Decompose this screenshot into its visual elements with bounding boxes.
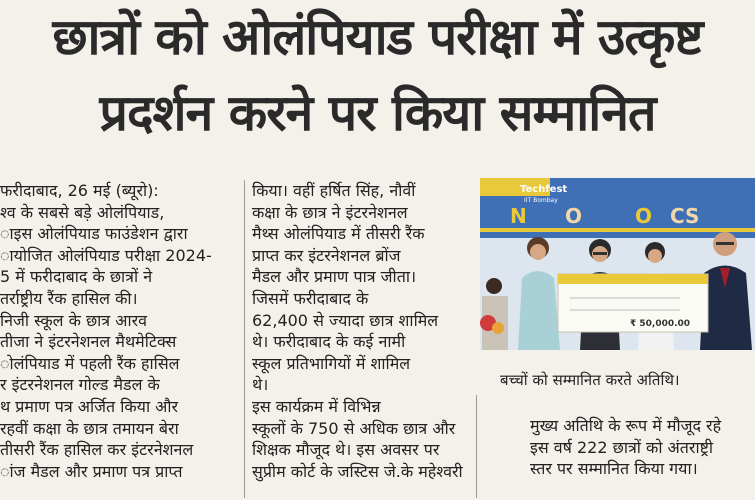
article-line: शिक्षक मौजूद थे। इस अवसर पर xyxy=(252,440,440,460)
cheque-amount: ₹ 50,000.00 xyxy=(630,319,691,329)
article-line: निजी स्कूल के छात्र आरव xyxy=(0,310,148,330)
article-line: तीसरी रैंक हासिल कर इंटरनेशनल xyxy=(0,440,194,460)
article-column-2 xyxy=(252,180,472,482)
banner-letter: N xyxy=(510,204,527,228)
article-line: स्कूल प्रतिभागियों में शामिल xyxy=(252,353,411,373)
column-divider xyxy=(476,395,477,498)
article-line: सुप्रीम कोर्ट के जस्टिस जे.के महेश्वरी xyxy=(252,461,463,481)
article-column-3 xyxy=(530,415,755,480)
article-line: फरीदाबाद, 26 मई (ब्यूरो): xyxy=(0,181,159,200)
article-line: कक्षा के छात्र ने इंटरनेशनल xyxy=(252,202,408,222)
article-column-1 xyxy=(0,180,238,482)
article-line: ोलंपियाड में पहली रैंक हासिल xyxy=(0,353,180,373)
article-line: रहवीं कक्षा के छात्र तमायन बेरा xyxy=(0,418,179,438)
banner-letter: CS xyxy=(670,204,700,228)
article-line: प्राप्त कर इंटरनेशनल ब्रोंज xyxy=(252,245,401,265)
article-line: स्कूलों के 750 से अधिक छात्र और xyxy=(252,418,456,438)
banner-letter: O xyxy=(565,204,583,228)
banner-logo-sub: IIT Bombay xyxy=(524,197,558,204)
article-line: श्व के सबसे बड़े ओलंपियाड, xyxy=(0,202,165,222)
article-line: थे। xyxy=(252,375,269,395)
article-line: मुख्य अतिथि के रूप में मौजूद रहे xyxy=(530,416,722,435)
article-line: थे। फरीदाबाद के कई नामी xyxy=(252,332,406,352)
article-line: ांज मैडल और प्रमाण पत्र प्राप्त xyxy=(0,461,183,481)
banner-letter: O xyxy=(635,204,653,228)
article-line: जिसमें फरीदाबाद के xyxy=(252,288,369,308)
award-ceremony-photo xyxy=(480,178,755,350)
article-line: 5 में फरीदाबाद के छात्रों ने xyxy=(0,267,153,287)
headline-line-1: छात्रों को ओलंपियाड परीक्षा में उत्कृष्ट xyxy=(52,8,703,66)
article-line: तर्राष्ट्रीय रैंक हासिल की। xyxy=(0,288,138,308)
article-line: थ प्रमाण पत्र अर्जित किया और xyxy=(0,396,179,416)
article-line: इस कार्यक्रम में विभिन्न xyxy=(252,396,381,416)
article-line: तीजा ने इंटरनेशनल मैथमेटिक्स xyxy=(0,332,177,352)
photo-caption: बच्चों को सम्मानित करते अतिथि। xyxy=(500,371,680,389)
article-line: र इंटरनेशनल गोल्ड मैडल के xyxy=(0,375,160,395)
article-line: किया। वहीं हर्षित सिंह, नौवीं xyxy=(252,181,416,200)
article-line: मैडल और प्रमाण पात्र जीता। xyxy=(252,267,417,287)
article-line: ाइस ओलंपियाड फाउंडेशन द्वारा xyxy=(0,224,188,244)
article-line: 62,400 से ज्यादा छात्र शामिल xyxy=(252,310,439,330)
article-line: इस वर्ष 222 छात्रों को अंतराष्ट्री xyxy=(530,437,714,457)
article-line: स्तर पर सम्मानित किया गया। xyxy=(530,459,698,479)
headline-line-2: प्रदर्शन करने पर किया सम्मानित xyxy=(99,84,656,142)
article-line: ायोजित ओलंपियाड परीक्षा 2024- xyxy=(0,245,212,265)
article-line: मैथ्स ओलंपियाड में तीसरी रैंक xyxy=(252,224,425,244)
banner-logo-text: Techfest xyxy=(520,184,568,195)
column-divider xyxy=(244,180,245,498)
